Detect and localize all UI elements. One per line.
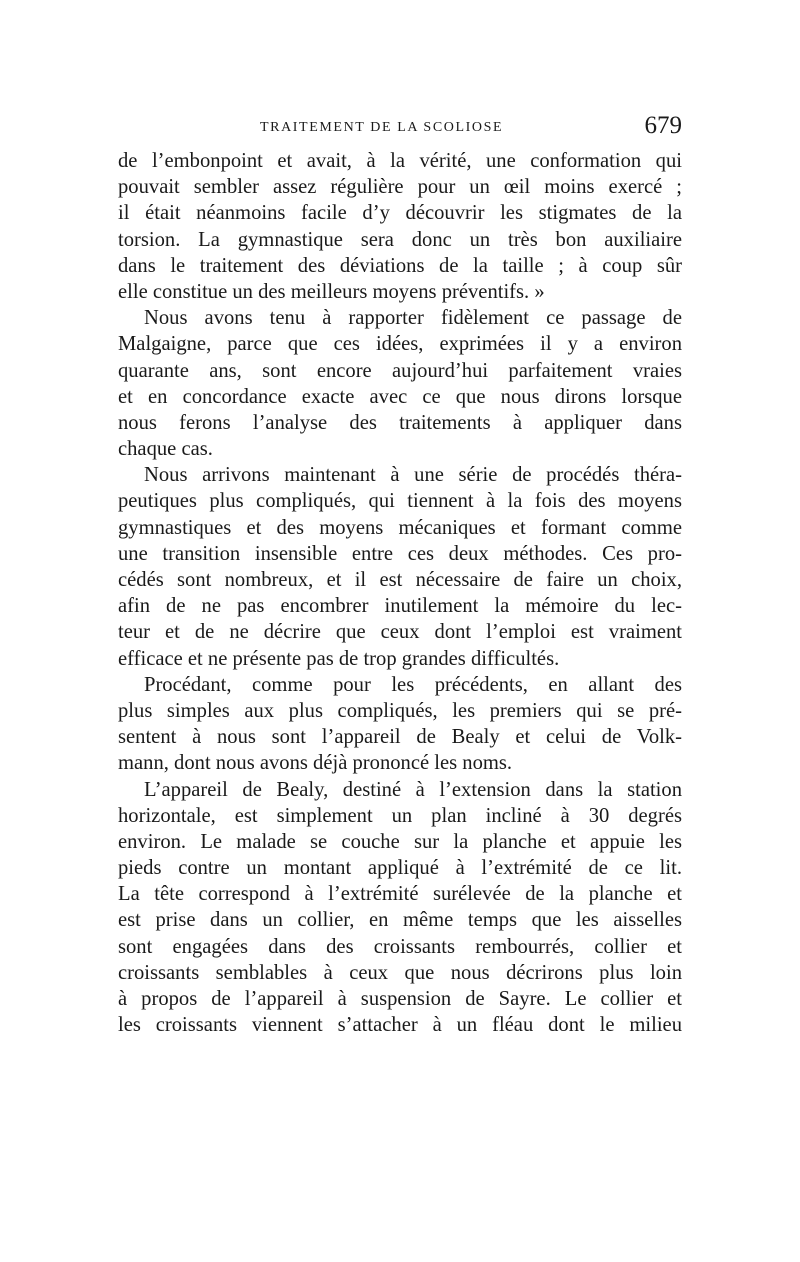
text-line: pouvait sembler assez régulière pour un œil moins exercé ; [118, 176, 682, 199]
text-line: sentent à nous sont l’appareil de Bealy et celui de Volk- [118, 726, 682, 749]
text-line: Nous avons tenu à rapporter fidèlement ce passage de [144, 307, 682, 330]
text-line: nous ferons l’analyse des traitements à appliquer dans [118, 411, 682, 434]
text-line: sont engagées dans des croissants rembourrés, collier et [118, 935, 682, 958]
text-line: pieds contre un montant appliqué à l’extrémité de ce lit. [118, 857, 682, 880]
paragraph [118, 148, 682, 305]
text-line: et en concordance exacte avec ce que nous dirons lorsque [118, 385, 682, 408]
page-header [118, 112, 682, 148]
text-line: les croissants viennent s’attacher à un fléau dont le milieu [118, 1014, 682, 1037]
text-line: L’appareil de Bealy, destiné à l’extension dans la station [144, 778, 682, 801]
running-title: TRAITEMENT DE LA SCOLIOSE [260, 120, 504, 135]
text-line: Procédant, comme pour les précédents, en allant des [144, 673, 682, 696]
text-line: horizontale, est simplement un plan incliné à 30 degrés [118, 804, 682, 827]
text-line: de l’embonpoint et avait, à la vérité, une conformation qui [118, 150, 682, 172]
body-text [118, 148, 682, 1038]
text-line: plus simples aux plus compliqués, les premiers qui se pré- [118, 699, 682, 722]
text-line: Malgaigne, parce que ces idées, exprimées il y a environ [118, 333, 682, 356]
page-number: 679 [644, 112, 682, 139]
text-line: afin de ne pas encombrer inutilement la mémoire du lec- [118, 595, 682, 618]
text-line: elle constitue un des meilleurs moyens préventifs. » [118, 280, 545, 303]
text-line: est prise dans un collier, en même temps que les aisselles [118, 909, 682, 932]
text-line: une transition insensible entre ces deux méthodes. Ces pro- [118, 542, 682, 565]
text-line: La tête correspond à l’extrémité surélevée de la planche et [118, 883, 682, 906]
text-line: efficace et ne présente pas de trop grandes difficultés. [118, 647, 560, 670]
text-line: chaque cas. [118, 438, 213, 461]
text-line: il était néanmoins facile d’y découvrir les stigmates de la [118, 202, 682, 225]
text-line: peutiques plus compliqués, qui tiennent à la fois des moyens [118, 490, 682, 513]
text-line: environ. Le malade se couche sur la planche et appuie les [118, 830, 682, 853]
text-line: Nous arrivons maintenant à une série de procédés théra- [144, 464, 682, 487]
text-line: teur et de ne décrire que ceux dont l’emploi est vraiment [118, 621, 682, 644]
text-line: à propos de l’appareil à suspension de Sayre. Le collier et [118, 988, 682, 1010]
paragraph [118, 672, 682, 777]
text-line: croissants semblables à ceux que nous décrirons plus loin [118, 961, 682, 984]
text-line: dans le traitement des déviations de la taille ; à coup sûr [118, 254, 682, 277]
text-line: cédés sont nombreux, et il est nécessaire de faire un choix, [118, 569, 682, 591]
text-line: gymnastiques et des moyens mécaniques et formant comme [118, 516, 682, 539]
text-line: mann, dont nous avons déjà prononcé les noms. [118, 752, 513, 775]
paragraph [118, 305, 682, 462]
text-line: quarante ans, sont encore aujourd’hui parfaitement vraies [118, 359, 682, 382]
book-page [118, 112, 682, 1038]
text-line: torsion. La gymnastique sera donc un très bon auxiliaire [118, 228, 682, 251]
paragraph [118, 462, 682, 672]
paragraph [118, 777, 682, 1039]
